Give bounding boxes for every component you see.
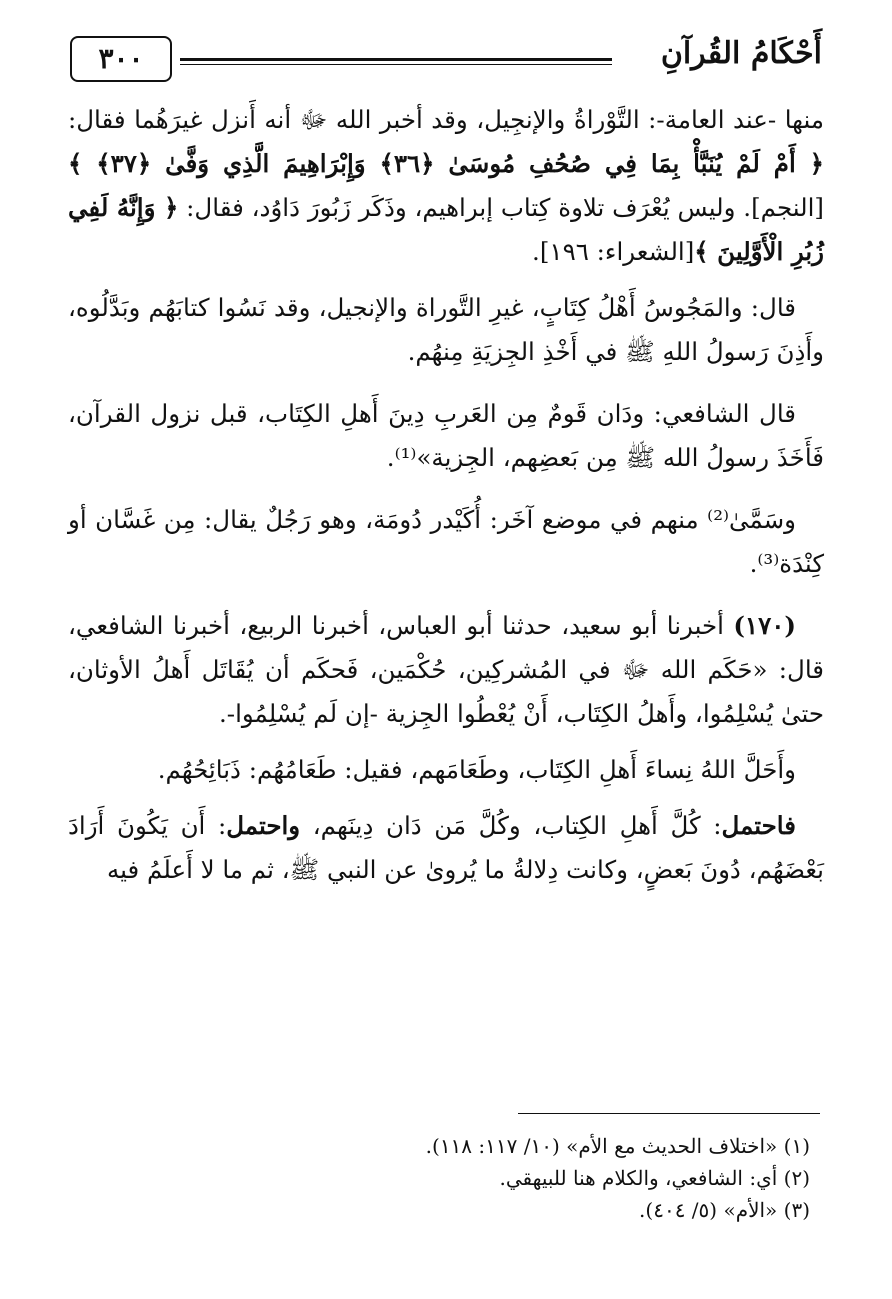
footnote-separator <box>518 1113 820 1114</box>
running-title: أَحْكَامُ القُرآنِ <box>660 36 822 71</box>
paragraph <box>68 286 824 374</box>
header-rule <box>180 58 612 65</box>
text-run: قال الشافعي: ودَان قَومٌ مِن العَربِ دِينَ أَهلِ الكِتَاب، قبل نزول القرآن، فَأَخَذَ رسولُ الله ﷺ مِن بَعضِهم، الجِزية»⁽¹⁾. <box>68 399 824 472</box>
text-run: : أَن يَكُونَ أَرَادَ بَعْضَهُم، دُونَ بَعضٍ، وكانت دِلالةُ ما يُروىٰ عن النبي ﷺ، ثم ما لا أَعلَمُ فيه <box>68 811 824 884</box>
text-run: منها -عند العامة-: التَّوْراةُ والإنجِيل، وقد أخبر الله ﷻ أنه أَنزل غيرَهُما فقال: <box>68 105 824 134</box>
paragraph <box>68 392 824 480</box>
text-run: : كُلَّ أَهلِ الكِتاب، وكُلَّ مَن دَان دِينَهم، <box>300 811 722 840</box>
page-body <box>68 98 824 904</box>
paragraph <box>68 98 824 274</box>
footnote: (٣) «الأم» (٥/ ٤٠٤). <box>639 1198 810 1222</box>
quran-verse: ﴿ وَإِنَّهُ لَفِي زُبُرِ الْأَوَّلِينَ ﴾ <box>68 193 824 266</box>
footnotes <box>68 1130 824 1226</box>
paragraph <box>68 748 824 792</box>
text-run: قال: والمَجُوسُ أَهْلُ كِتَابٍ، غيرِ التَّوراة والإنجيل، وقد نَسُوا كتابَهُم وبَدَّلُوه، وأَذِنَ رَسولُ اللهِ ﷺ في أَخْذِ الجِزيَةِ مِنهُم. <box>68 293 824 366</box>
bold-run: فاحتمل <box>721 811 796 840</box>
page-header <box>70 30 822 86</box>
text-run: [النجم]. وليس يُعْرَف تلاوة كِتاب إبراهيم، وذَكَر زَبُورَ دَاوُد، فقال: <box>178 193 824 222</box>
paragraph <box>68 498 824 586</box>
text-run: وسَمَّىٰ⁽²⁾ منهم في موضع آخَر: أُكَيْدر دُومَة، وهو رَجُلٌ يقال: مِن غَسَّان أو كِنْدَة⁽³⁾. <box>68 505 824 578</box>
text-run: وأَحَلَّ اللهُ نِساءَ أَهلِ الكِتَاب، وطَعَامَهم، فقيل: طَعَامُهُم: ذَبَائِحُهُم. <box>157 755 796 784</box>
quran-verse: ﴿ أَمْ لَمْ يُنَبَّأْ بِمَا فِي صُحُفِ مُوسَىٰ ﴿٣٦﴾ وَإِبْرَاهِيمَ الَّذِي وَفَّىٰ ﴿٣٧﴾ ﴾ <box>68 149 824 178</box>
text-run: أخبرنا أبو سعيد، حدثنا أبو العباس، أخبرنا الربيع، أخبرنا الشافعي، قال: «حَكَم الله ﷻ في المُشركِين، حُكْمَين، فَحكَم أن يُقَاتَل أَهلُ الأوثان، حتىٰ يُسْلِمُوا، وأَهلُ الكِتَاب، أَنْ يُعْطُوا الجِزية -إن لَم يُسْلِمُوا-. <box>68 611 824 728</box>
page-number: ٣٠٠ <box>70 36 172 82</box>
paragraph <box>68 804 824 892</box>
text-run: [الشعراء: ١٩٦]. <box>532 237 695 266</box>
bold-run: واحتمل <box>226 811 301 840</box>
footnote: (٢) أي: الشافعي، والكلام هنا للبيهقي. <box>499 1166 810 1190</box>
bold-run: (١٧٠) <box>733 611 796 640</box>
footnote: (١) «اختلاف الحديث مع الأم» (١٠/ ١١٧: ١١٨). <box>425 1134 810 1158</box>
paragraph <box>68 604 824 736</box>
